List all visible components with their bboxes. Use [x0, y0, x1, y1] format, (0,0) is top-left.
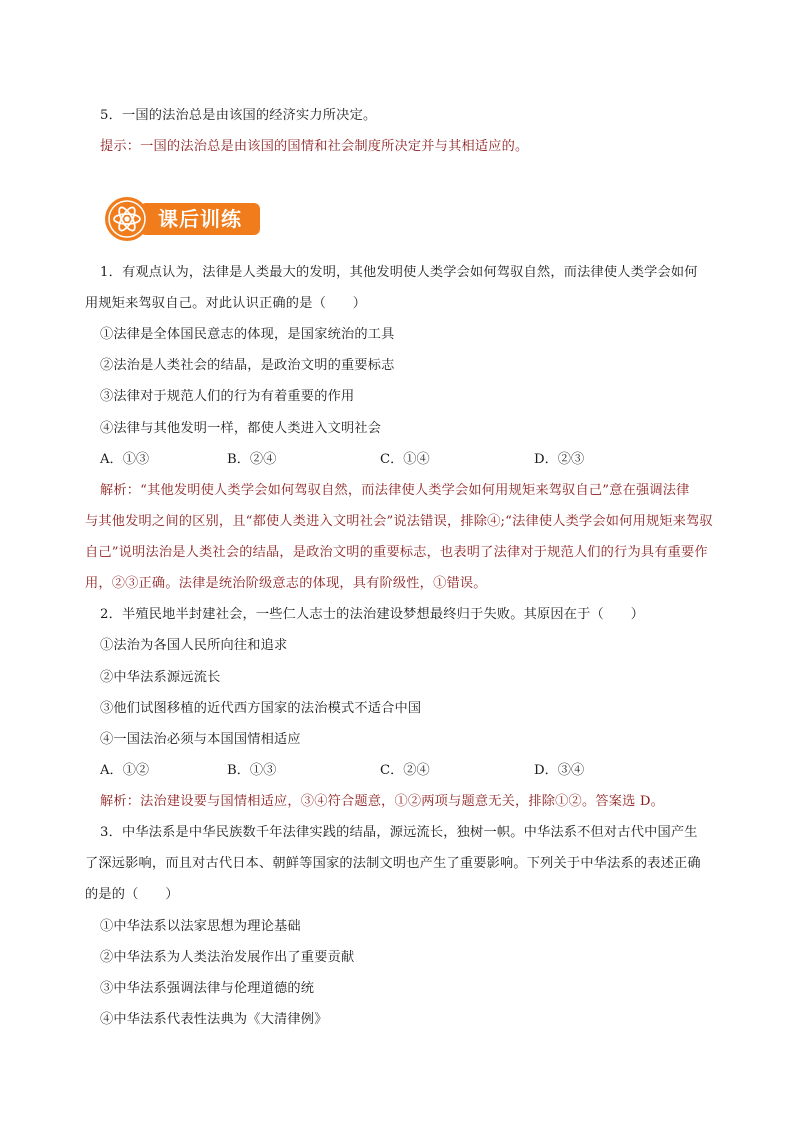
question-2-option-c: C．②④ — [380, 763, 430, 778]
question-1-explanation-line-4: 用，②③正确。法律是统治阶级意志的体现，具有阶级性，①错误。 — [85, 576, 487, 591]
question-3-stem-line-3: 的是的（ ） — [85, 887, 179, 902]
question-1-statement-4: ④法律与其他发明一样，都使人类进入文明社会 — [100, 421, 382, 436]
question-2-option-a: A．①② — [100, 763, 150, 778]
question-1-statement-3: ③法律对于规范人们的行为有着重要的作用 — [100, 389, 355, 404]
question-1-stem-line-1: 1．有观点认为，法律是人类最大的发明，其他发明使人类学会如何驾驭自然，而法律使人类学会如何 — [100, 265, 698, 280]
section-banner — [104, 196, 262, 242]
question-1-stem-line-2: 用规矩来驾驭自己。对此认识正确的是（ ） — [85, 296, 367, 311]
question-1-option-d: D．②③ — [534, 452, 585, 467]
question-1-explanation-line-3: 自己”说明法治是人类社会的结晶，是政治文明的重要标志，也表明了法律对于规范人们的行为具有重要作 — [85, 545, 708, 560]
question-5-text: 5．一国的法治总是由该国的经济实力所决定。 — [100, 108, 377, 123]
question-1-statement-2: ②法治是人类社会的结晶，是政治文明的重要标志 — [100, 358, 395, 373]
atom-icon — [104, 196, 150, 242]
question-1-explanation-line-2: 与其他发明之间的区别，且“都使人类进入文明社会”说法错误，排除④;“法律使人类学会如何用规矩来驾驭 — [85, 514, 713, 529]
question-5-hint: 提示：一国的法治总是由该国的国情和社会制度所决定并与其相适应的。 — [100, 139, 529, 154]
question-2-statement-2: ②中华法系源远流长 — [100, 670, 221, 685]
question-3-stem-line-1: 3．中华法系是中华民族数千年法律实践的结晶，源远流长，独树一帜。中华法系不但对古代中国产生 — [100, 825, 698, 840]
question-3-statement-4: ④中华法系代表性法典为《大清律例》 — [100, 1012, 328, 1027]
question-2-option-d: D．③④ — [534, 763, 585, 778]
question-3-stem-line-2: 了深远影响，而且对古代日本、朝鲜等国家的法制文明也产生了重要影响。下列关于中华法系的表述正确 — [85, 856, 701, 871]
question-1-option-b: B．②④ — [227, 452, 277, 467]
question-3-statement-3: ③中华法系强调法律与伦理道德的统 — [100, 981, 315, 996]
question-2-statement-1: ①法治为各国人民所向往和追求 — [100, 638, 288, 653]
section-title: 课后训练 — [158, 207, 242, 231]
question-1-option-a: A．①③ — [100, 452, 150, 467]
question-3-statement-1: ①中华法系以法家思想为理论基础 — [100, 919, 301, 934]
question-3-statement-2: ②中华法系为人类法治发展作出了重要贡献 — [100, 950, 355, 965]
question-2-statement-4: ④一国法治必须与本国国情相适应 — [100, 732, 301, 747]
question-2-statement-3: ③他们试图移植的近代西方国家的法治模式不适合中国 — [100, 701, 422, 716]
question-1-explanation-line-1: 解析：“其他发明使人类学会如何驾驭自然，而法律使人类学会如何用规矩来驾驭自己”意在强调法律 — [100, 483, 690, 498]
question-2-explanation: 解析：法治建设要与国情相适应，③④符合题意，①②两项与题意无关，排除①②。答案选 D。 — [100, 794, 665, 809]
question-1-statement-1: ①法律是全体国民意志的体现，是国家统治的工具 — [100, 327, 395, 342]
question-2-stem: 2．半殖民地半封建社会，一些仁人志士的法治建设梦想最终归于失败。其原因在于（ ） — [100, 607, 645, 622]
question-1-option-c: C．①④ — [380, 452, 430, 467]
question-2-option-b: B．①③ — [227, 763, 277, 778]
